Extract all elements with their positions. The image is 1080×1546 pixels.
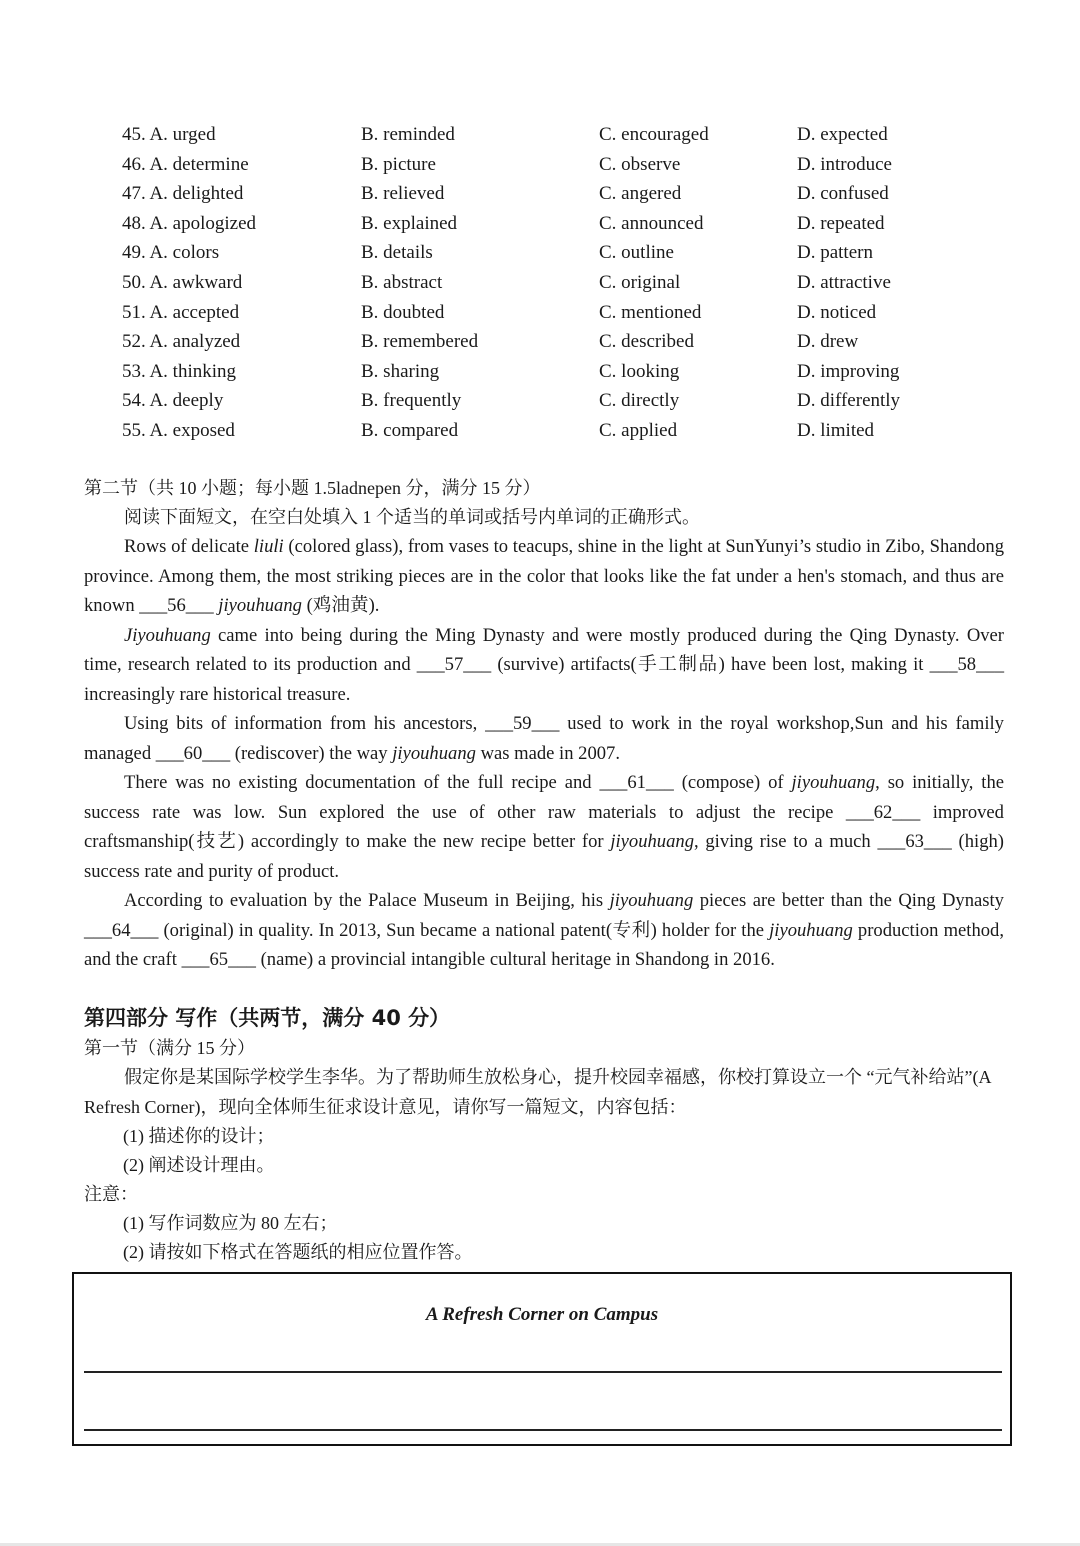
question-number: 48. — [122, 212, 146, 234]
text: (survive) artifacts(手工制品) have been lost, making it — [491, 654, 930, 675]
option-a — [122, 416, 235, 446]
option-a — [122, 386, 223, 416]
option-c: C. encouraged — [599, 124, 709, 145]
option-row-54 — [0, 386, 1080, 416]
option-d: D. noticed — [797, 301, 877, 323]
option-row-51 — [0, 298, 1080, 328]
italic-term: jiyouhuang — [791, 772, 876, 793]
option-b: B. abstract — [361, 271, 443, 293]
option-a-text: A. analyzed — [149, 331, 241, 353]
passage-paragraph-1 — [84, 532, 1004, 621]
option-a-text: A. deeply — [149, 390, 224, 412]
writing-prompt — [84, 1062, 1004, 1122]
option-row-52 — [0, 327, 1080, 357]
text: was made in 2007. — [475, 742, 620, 764]
writing-requirement-1: (1) 描述你的设计； — [123, 1126, 275, 1146]
option-b: B. explained — [361, 212, 458, 234]
option-c: C. described — [599, 331, 694, 353]
question-number: 50. — [122, 271, 146, 293]
option-a — [122, 357, 236, 387]
option-d: D. repeated — [797, 212, 885, 234]
option-a — [122, 268, 242, 298]
option-b: B. picture — [361, 153, 436, 175]
text: used to work in the royal workshop,Sun and his family managed — [84, 713, 1004, 764]
writing-section1-heading: 第一节（满分 15 分） — [84, 1038, 255, 1058]
option-a-text: A. urged — [149, 124, 216, 145]
blank-57: ___57___ — [416, 654, 492, 675]
question-number: 47. — [122, 183, 146, 205]
option-row-45 — [0, 120, 1080, 150]
option-c: C. applied — [599, 419, 678, 441]
text: production method, and the craft — [84, 919, 1004, 970]
essay-title: A Refresh Corner on Campus — [425, 1304, 659, 1325]
blank-64: ___64___ — [84, 919, 159, 941]
option-a-text: A. determine — [149, 153, 249, 175]
text: pieces are better than the Qing Dynasty — [693, 890, 1004, 911]
text: , giving rise to a much — [694, 831, 878, 852]
option-a — [122, 120, 216, 150]
option-d: D. confused — [797, 183, 889, 205]
question-number: 52. — [122, 331, 146, 353]
blank-63: ___63___ — [877, 831, 952, 852]
question-number: 55. — [122, 419, 146, 441]
blank-56: ___56___ — [139, 595, 214, 616]
option-a — [122, 298, 239, 328]
option-a-text: A. accepted — [149, 301, 240, 323]
writing-line — [84, 1371, 1002, 1373]
italic-term: Jiyouhuang — [124, 624, 211, 646]
text: , so initially, the success rate was low. Sun explored the use of other raw materials to adjust the recipe — [84, 772, 1005, 823]
text: (high) success rate and purity of product. — [84, 831, 1004, 882]
option-c: C. directly — [599, 390, 680, 412]
option-d: D. differently — [797, 390, 901, 412]
option-c: C. announced — [599, 212, 704, 234]
blank-65: ___65___ — [181, 949, 256, 970]
option-a — [122, 209, 256, 239]
question-number: 53. — [122, 360, 146, 382]
option-c: C. looking — [599, 360, 680, 382]
text: came into being during the Ming Dynasty and were mostly produced during the Qing Dynasty. Over time, research related to its production and — [84, 624, 1004, 675]
option-b: B. doubted — [361, 301, 445, 323]
option-a-text: A. colors — [149, 242, 220, 264]
option-row-47 — [0, 179, 1080, 209]
option-a — [122, 327, 240, 357]
option-row-49 — [0, 238, 1080, 268]
option-c: C. outline — [599, 242, 674, 264]
text: Rows of delicate — [124, 536, 254, 557]
text: (鸡油黄). — [301, 595, 380, 616]
section2-instruction: 阅读下面短文，在空白处填入 1 个适当的单词或括号内单词的正确形式。 — [124, 507, 700, 527]
option-b: B. details — [361, 242, 433, 264]
option-b: B. frequently — [361, 390, 462, 412]
option-a — [122, 150, 249, 180]
option-b: B. relieved — [361, 183, 445, 205]
grammar-fill-passage — [84, 532, 1004, 975]
option-b: B. remembered — [361, 331, 479, 353]
text: There was no existing documentation of the full recipe and — [124, 772, 600, 793]
text: (name) a provincial intangible cultural heritage in Shandong in 2016. — [255, 949, 775, 970]
italic-term: liuli — [253, 536, 284, 557]
question-number: 49. — [122, 242, 146, 264]
writing-line — [84, 1429, 1002, 1431]
option-row-53 — [0, 357, 1080, 387]
option-row-46 — [0, 150, 1080, 180]
text: (original) in quality. In 2013, Sun became a national patent(专利) holder for the — [158, 919, 770, 941]
italic-term: jiyouhuang — [609, 890, 694, 911]
option-a-text: A. delighted — [149, 183, 244, 205]
option-d: D. attractive — [797, 271, 891, 293]
text: According to evaluation by the Palace Museum in Beijing, his — [124, 890, 610, 911]
text: Using bits of information from his ancestors, — [124, 713, 486, 734]
blank-58: ___58___ — [929, 654, 1004, 675]
answer-format-box — [72, 1272, 1012, 1446]
question-number: 54. — [122, 390, 146, 412]
option-a — [122, 179, 243, 209]
note-1: (1) 写作词数应为 80 左右； — [123, 1213, 338, 1233]
note-2: (2) 请按如下格式在答题纸的相应位置作答。 — [123, 1242, 473, 1262]
passage-paragraph-4 — [84, 768, 1004, 886]
part4-heading: 第四部分 写作（共两节，满分 40 分） — [84, 1006, 451, 1030]
option-c: C. observe — [599, 153, 681, 175]
text: improved craftsmanship(技艺) accordingly to make the new recipe better for — [84, 801, 1004, 852]
option-c: C. original — [599, 271, 681, 293]
question-number: 51. — [122, 301, 146, 323]
passage-paragraph-5 — [84, 886, 1004, 975]
option-d: D. limited — [797, 419, 875, 441]
option-a-text: A. apologized — [149, 212, 257, 234]
blank-60: ___60___ — [155, 742, 231, 764]
passage-paragraph-2 — [84, 621, 1004, 710]
italic-term: jiyouhuang — [213, 595, 302, 616]
blank-62: ___62___ — [845, 801, 921, 823]
option-a-text: A. thinking — [149, 360, 237, 382]
option-d: D. introduce — [797, 153, 892, 175]
note-label: 注意： — [84, 1184, 138, 1204]
option-d: D. expected — [797, 124, 888, 145]
option-row-50 — [0, 268, 1080, 298]
option-b: B. sharing — [361, 360, 440, 382]
option-b: B. compared — [361, 419, 459, 441]
option-b: B. reminded — [361, 124, 455, 145]
option-a-text: A. exposed — [149, 419, 235, 441]
option-c: C. angered — [599, 183, 682, 205]
option-row-48 — [0, 209, 1080, 239]
section2-heading: 第二节（共 10 小题；每小题 1.5ladnepen 分，满分 15 分） — [84, 478, 541, 498]
text: (rediscover) the way — [230, 742, 393, 764]
option-d: D. drew — [797, 331, 859, 353]
cloze-options-table — [0, 120, 1080, 446]
prompt-text: 假定你是某国际学校学生李华。为了帮助师生放松身心，提升校园幸福感，你校打算设立一个 “元气补给站”(A Refresh Corner)，现向全体师生征求设计意见，请你写一篇短文，内容包括： — [84, 1067, 991, 1117]
writing-requirement-2: (2) 阐述设计理由。 — [123, 1155, 275, 1175]
option-d: D. improving — [797, 360, 900, 382]
italic-term: jiyouhuang — [392, 742, 476, 764]
question-number: 46. — [122, 153, 146, 175]
blank-59: ___59___ — [485, 713, 560, 734]
passage-paragraph-3 — [84, 709, 1004, 768]
text: (compose) of — [673, 772, 792, 793]
text: increasingly rare historical treasure. — [84, 683, 351, 705]
italic-term: jiyouhuang — [610, 831, 694, 852]
option-d: D. pattern — [797, 242, 873, 264]
text: (colored glass), from vases to teacups, shine in the light at SunYunyi’s studio in Zibo, Shandong province. Among them, the most striking pieces are in the color that looks like the fat under a hen's stomach, and thus are known — [84, 536, 1004, 616]
option-row-55 — [0, 416, 1080, 446]
option-c: C. mentioned — [599, 301, 702, 323]
blank-61: ___61___ — [599, 772, 674, 793]
italic-term: jiyouhuang — [769, 919, 853, 941]
question-number: 45. — [122, 124, 146, 145]
option-a-text: A. awkward — [149, 271, 243, 293]
option-a — [122, 238, 219, 268]
